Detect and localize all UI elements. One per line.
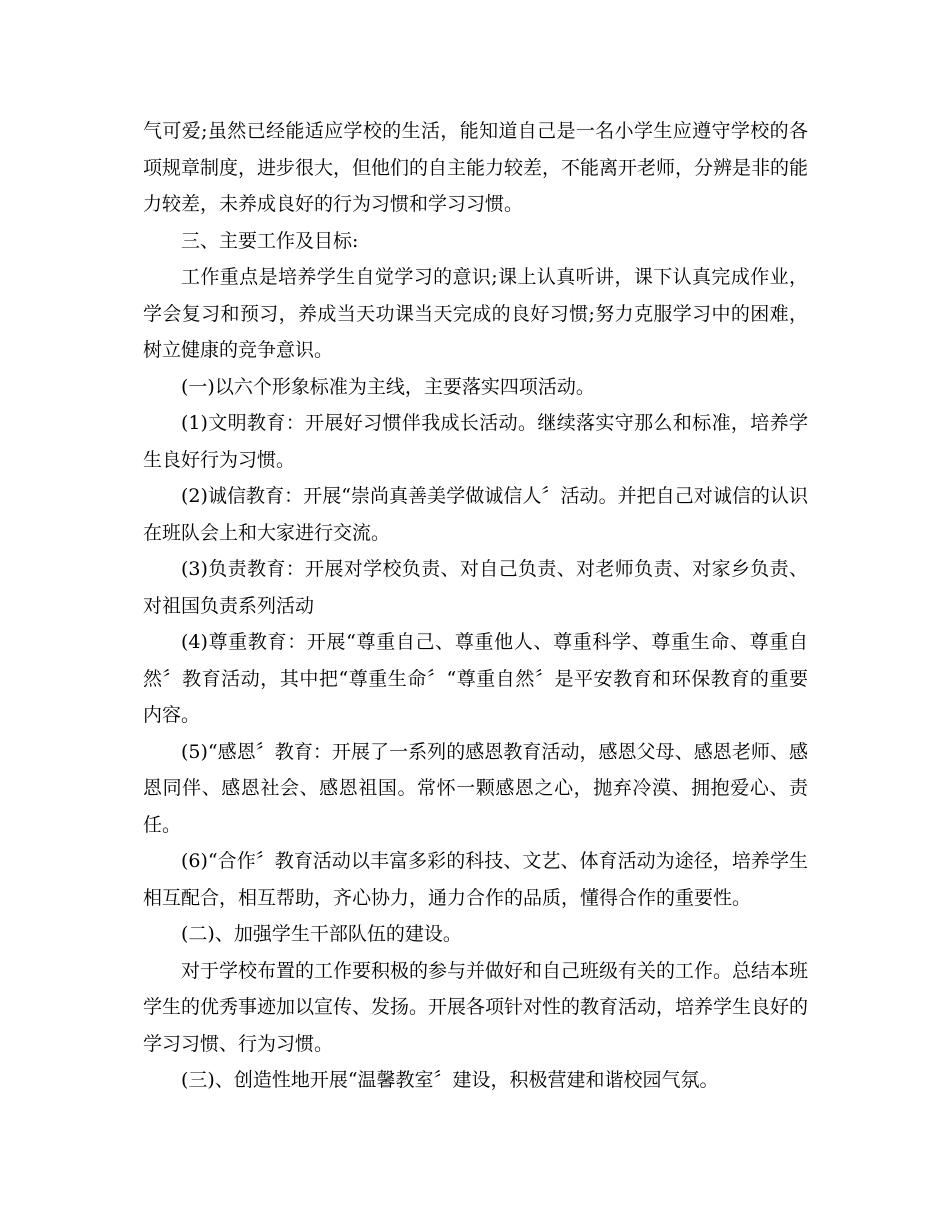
list-item: (6)“合作〞教育活动以丰富多彩的科技、文艺、体育活动为途径，培养学生相互配合，相互帮助，齐心协力，通力合作的品质，懂得合作的重要性。: [143, 850, 808, 909]
subsection-heading: (三)、创造性地开展“温馨教室〞建设，积极营建和谐校园气氛。: [181, 1069, 719, 1091]
list-item: (5)“感恩〞教育：开展了一系列的感恩教育活动，感恩父母、感恩老师、感恩同伴、感恩社会、感恩祖国。常怀一颗感恩之心，抛弃冷漠、拥抱爱心、责任。: [143, 740, 808, 836]
subsection-heading: (一)以六个形象标准为主线，主要落实四项活动。: [181, 375, 595, 398]
list-item: (1)文明教育：开展好习惯伴我成长活动。继续落实守那么和标准，培养学生良好行为习惯。: [143, 412, 808, 471]
list-item: (4)尊重教育：开展“尊重自己、尊重他人、尊重科学、尊重生命、尊重自然〞教育活动，其中把“尊重生命〞“尊重自然〞是平安教育和环保教育的重要内容。: [143, 631, 808, 726]
list-item: (2)诚信教育：开展“崇尚真善美学做诚信人〞活动。并把自己对诚信的认识在班队会上和大家进行交流。: [143, 485, 808, 544]
paragraph: 对于学校布置的工作要积极的参与并做好和自己班级有关的工作。总结本班学生的优秀事迹加以宣传、发扬。开展各项针对性的教育活动，培养学生良好的学习习惯、行为习惯。: [143, 959, 809, 1055]
list-item: (3)负责教育：开展对学校负责、对自己负责、对老师负责、对家乡负责、对祖国负责系列活动: [143, 558, 808, 617]
paragraph: 工作重点是培养学生自觉学习的意识;课上认真听讲，课下认真完成作业，学会复习和预习，养成当天功课当天完成的良好习惯;努力克服学习中的困难，树立健康的竞争意识。: [143, 266, 808, 361]
paragraph: 气可爱;虽然已经能适应学校的生活，能知道自己是一名小学生应遵守学校的各项规章制度，进步很大，但他们的自主能力较差，不能离开老师，分辨是非的能力较差，未养成良好的行为习惯和学习习惯。: [143, 120, 809, 215]
document-body: [143, 113, 808, 1099]
section-heading: 三、主要工作及目标:: [181, 229, 359, 252]
subsection-heading: (二)、加强学生干部队伍的建设。: [181, 923, 462, 945]
